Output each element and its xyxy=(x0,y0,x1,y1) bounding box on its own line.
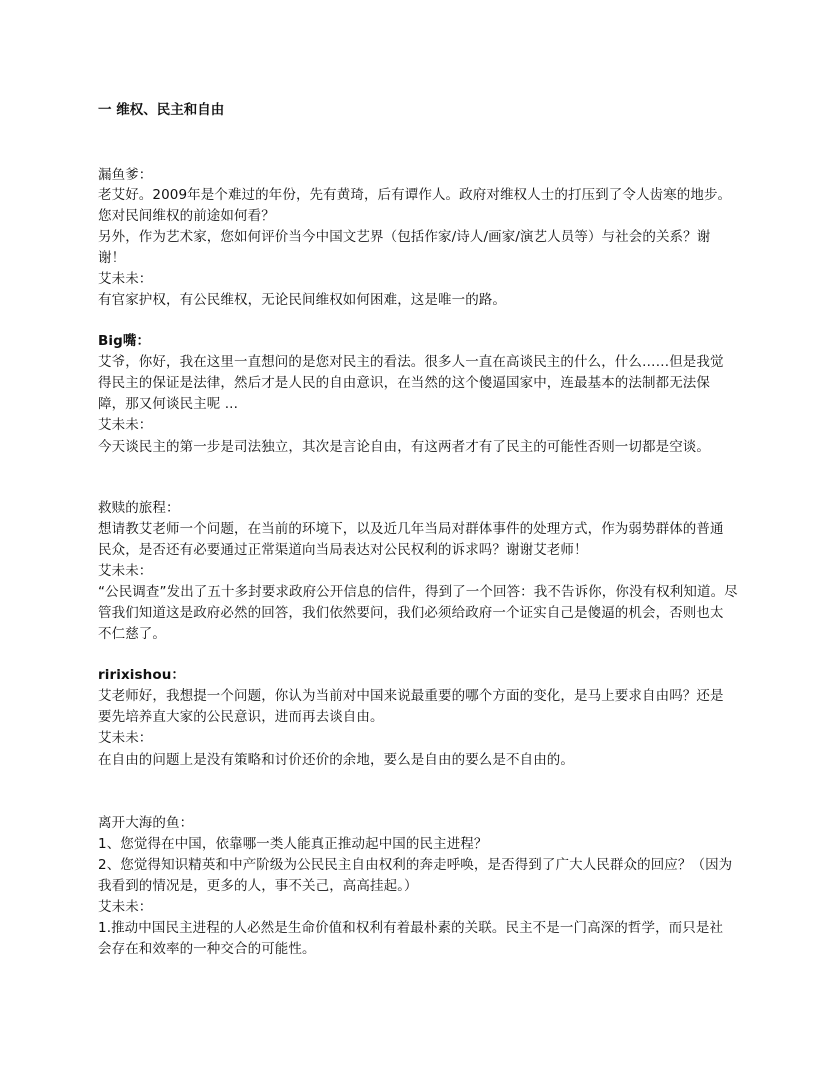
question-line: 另外，作为艺术家，您如何评价当今中国文艺界（包括作家/诗人/画家/演艺人员等）与社会的关系？谢 xyxy=(98,229,711,245)
question-line: 艾老师好，我想提一个问题，你认为当前对中国来说最重要的哪个方面的变化，是马上要求自由吗？还是 xyxy=(98,688,724,704)
asker-name: 救赎的旅程： xyxy=(98,500,180,516)
answerer-name: 艾未未： xyxy=(98,563,153,579)
answerer-name: 艾未未： xyxy=(98,899,153,915)
question-line: 艾爷，你好，我在这里一直想问的是您对民主的看法。很多人一直在高谈民主的什么，什么……但是我觉 xyxy=(98,354,724,370)
question-line: 要先培养直大家的公民意识，进而再去谈自由。 xyxy=(98,709,384,725)
answerer-name: 艾未未： xyxy=(98,417,153,433)
question-line: 谢！ xyxy=(98,250,126,266)
question-line: 您对民间维权的前途如何看？ xyxy=(98,208,275,224)
answer-line: “公民调查”发出了五十多封要求政府公开信息的信件，得到了一个回答：我不告诉你，你没有权利知道。尽 xyxy=(98,584,738,600)
answer-line: 管我们知道这是政府必然的回答，我们依然要问，我们必须给政府一个证实自己是傻逼的机会，否则也太 xyxy=(98,605,724,621)
section-heading: 一 维权、民主和自由 xyxy=(98,102,225,118)
asker-name: 漏鱼爹： xyxy=(98,167,153,183)
answer-line: 有官家护权，有公民维权，无论民间维权如何困难，这是唯一的路。 xyxy=(98,292,506,308)
question-line: 得民主的保证是法律，然后才是人民的自由意识，在当然的这个傻逼国家中，连最基本的法制都无法保 xyxy=(98,375,710,391)
question-line: 想请教艾老师一个问题，在当前的环境下，以及近几年当局对群体事件的处理方式，作为弱势群体的普通 xyxy=(98,521,724,537)
answerer-name: 艾未未： xyxy=(98,271,153,287)
question-line: 障，那又何谈民主呢 ... xyxy=(98,396,238,412)
question-line: 2、您觉得知识精英和中产阶级为公民民主自由权利的奔走呼唤，是否得到了广大人民群众的回应？（因为 xyxy=(98,857,733,873)
question-line: 老艾好。2009年是个难过的年份，先有黄琦，后有谭作人。政府对维权人士的打压到了令人齿寒的地步。 xyxy=(98,187,732,203)
answer-line: 1.推动中国民主进程的人必然是生命价值和权利有着最朴素的关联。民主不是一门高深的哲学，而只是社 xyxy=(98,920,724,936)
asker-name: 离开大海的鱼： xyxy=(98,815,194,831)
question-line: 民众，是否还有必要通过正常渠道向当局表达对公民权利的诉求吗？谢谢艾老师！ xyxy=(98,542,588,558)
answer-line: 今天谈民主的第一步是司法独立，其次是言论自由，有这两者才有了民主的可能性否则一切都是空谈。 xyxy=(98,439,710,455)
answer-line: 不仁慈了。 xyxy=(98,626,166,642)
question-line: 我看到的情况是，更多的人，事不关己，高高挂起。） xyxy=(98,878,418,894)
answer-line: 会存在和效率的一种交合的可能性。 xyxy=(98,941,316,957)
answerer-name: 艾未未： xyxy=(98,730,153,746)
asker-name: ririxishou： xyxy=(98,667,186,683)
answer-line: 在自由的问题上是没有策略和讨价还价的余地，要么是自由的要么是不自由的。 xyxy=(98,752,574,768)
asker-name: Big嘴： xyxy=(98,333,151,349)
question-line: 1、您觉得在中国，依靠哪一类人能真正推动起中国的民主进程？ xyxy=(98,836,488,852)
